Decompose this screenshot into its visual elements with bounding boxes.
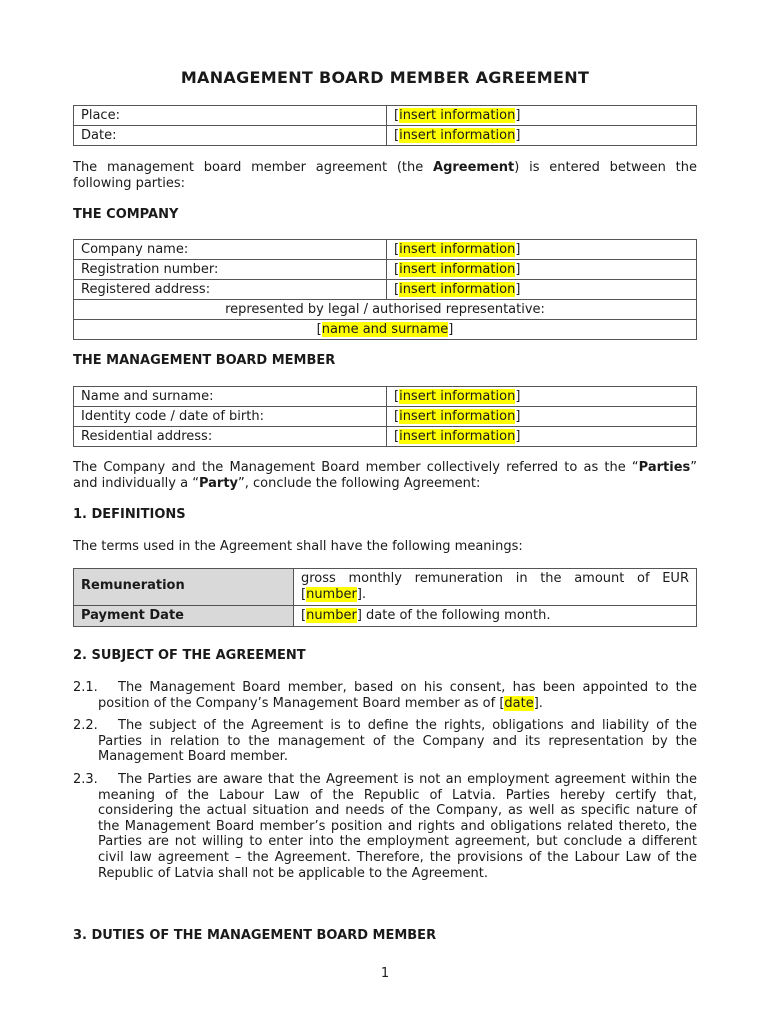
registration-number-label: Registration number: [74,260,387,280]
date-label: Date: [74,126,387,146]
page-number: 1 [380,966,390,981]
definition-text: [number] date of the following month. [294,606,697,627]
placeholder-text: insert information [399,128,516,143]
identity-code-label: Identity code / date of birth: [74,407,387,427]
placeholder-text: insert information [399,409,516,424]
agreement-term: Agreement [433,160,515,175]
document-title: MANAGEMENT BOARD MEMBER AGREEMENT [180,68,590,87]
section-1-heading: 1. DEFINITIONS [73,507,186,522]
company-heading: THE COMPANY [73,207,179,222]
section-2-heading: 2. SUBJECT OF THE AGREEMENT [73,648,306,663]
definitions-table [73,568,697,627]
member-name-label: Name and surname: [74,387,387,407]
table-row [74,320,697,340]
clause-2-1: 2.1. The Management Board member, based on his consent, has been appointed to the position of the Company’s Management Board member as of [date]. [73,680,697,711]
table-row [74,280,697,300]
representative-name-value[interactable]: [name and surname] [74,320,697,340]
clause-number: 2.1. [73,680,98,695]
company-table [73,239,697,340]
definition-text: gross monthly remuneration in the amount of EUR [number]. [294,569,697,606]
placeholder-text: insert information [399,389,516,404]
table-row [74,300,697,320]
table-row [74,407,697,427]
definition-term: Payment Date [74,606,294,627]
table-row [74,260,697,280]
identity-code-value[interactable]: [insert information] [387,407,697,427]
placeholder-text: insert information [399,262,516,277]
parties-paragraph: The Company and the Management Board member collectively referred to as the “Parties” and individually a “Party”, conclude the following Agreement: [73,460,697,491]
company-name-value[interactable]: [insert information] [387,240,697,260]
clause-number: 2.3. [73,772,98,787]
table-row [74,387,697,407]
definition-term: Remuneration [74,569,294,606]
intro-paragraph: The management board member agreement (the Agreement) is entered between the following parties: [73,160,697,191]
residential-address-value[interactable]: [insert information] [387,427,697,447]
table-row [74,569,697,606]
table-row [74,427,697,447]
definitions-intro: The terms used in the Agreement shall have the following meanings: [73,539,523,554]
section-3-heading: 3. DUTIES OF THE MANAGEMENT BOARD MEMBER [73,928,437,943]
placeholder-text[interactable]: date [504,695,534,711]
represented-by-label: represented by legal / authorised representative: [74,300,697,320]
parties-term: Parties [638,460,691,475]
clause-number: 2.2. [73,718,98,733]
placeholder-text: insert information [399,429,516,444]
member-heading: THE MANAGEMENT BOARD MEMBER [73,353,336,368]
member-table [73,386,697,447]
placeholder-text: name and surname [321,322,449,337]
table-row [74,606,697,627]
registered-address-value[interactable]: [insert information] [387,280,697,300]
date-value[interactable]: [insert information] [387,126,697,146]
table-row [74,240,697,260]
clause-2-2: 2.2. The subject of the Agreement is to define the rights, obligations and liability of the Parties in relation to the management of the Company and its representation by the Management Board member. [73,718,697,765]
place-value[interactable]: [insert information] [387,106,697,126]
member-name-value[interactable]: [insert information] [387,387,697,407]
placeholder-text: insert information [399,242,516,257]
party-term: Party [198,476,239,491]
residential-address-label: Residential address: [74,427,387,447]
placeholder-text: insert information [399,108,516,123]
place-date-table [73,105,697,146]
clause-2-3: 2.3. The Parties are aware that the Agreement is not an employment agreement within the meaning of the Labour Law of the Republic of Latvia. Parties hereby certify that, considering the actual situation and needs of the Company, as well as specific nature of the Management Board member’s position and rights and obligations related thereto, the Parties are not willing to enter into the employment agreement, but conclude a different civil law agreement – the Agreement. Therefore, the provisions of the Labour Law of the Republic of Latvia shall not be applicable to the Agreement. [73,772,697,881]
registered-address-label: Registered address: [74,280,387,300]
table-row [74,126,697,146]
registration-number-value[interactable]: [insert information] [387,260,697,280]
placeholder-text[interactable]: number [306,608,357,623]
company-name-label: Company name: [74,240,387,260]
place-label: Place: [74,106,387,126]
table-row [74,106,697,126]
placeholder-text[interactable]: number [306,587,357,602]
placeholder-text: insert information [399,282,516,297]
